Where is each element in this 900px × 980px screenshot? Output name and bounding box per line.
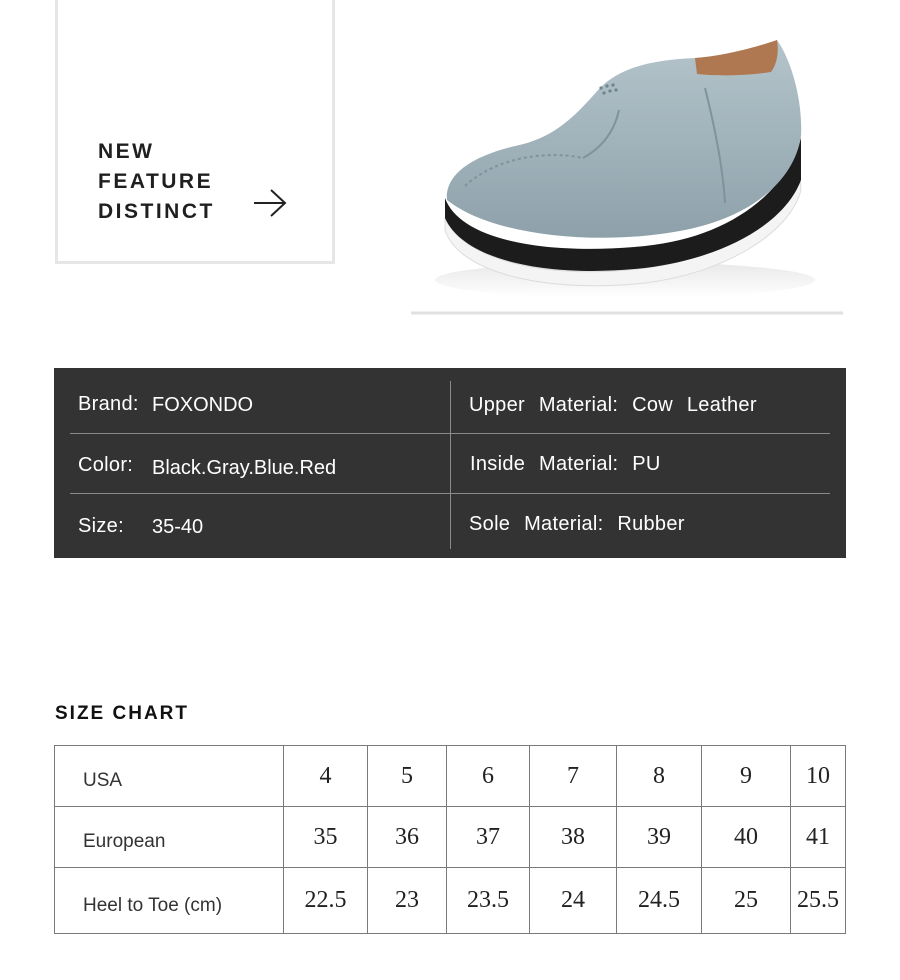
product-image (405, 18, 845, 318)
size-row-european (55, 807, 846, 868)
feature-line-new: NEW (98, 140, 155, 163)
size-cell: 25.5 (791, 868, 846, 934)
specs-divider-row-1 (70, 433, 830, 434)
row-label: European (55, 807, 284, 868)
size-row-heel-to-toe (55, 868, 846, 934)
size-cell: 4 (284, 746, 368, 807)
size-cell: 23.5 (447, 868, 530, 934)
size-cell: 24 (530, 868, 617, 934)
specs-divider-row-2 (70, 493, 830, 494)
size-cell: 40 (702, 807, 791, 868)
inside-material: Inside Material: PU (470, 453, 661, 475)
size-cell: 37 (447, 807, 530, 868)
upper-material: Upper Material: Cow Leather (469, 394, 757, 416)
color-value: Black.Gray.Blue.Red (152, 457, 337, 479)
sole-material: Sole Material: Rubber (469, 513, 685, 535)
size-cell: 7 (530, 746, 617, 807)
size-cell: 6 (447, 746, 530, 807)
size-cell: 38 (530, 807, 617, 868)
size-cell: 25 (702, 868, 791, 934)
size-cell: 22.5 (284, 868, 368, 934)
size-label: Size: (78, 515, 124, 537)
color-label: Color: (78, 454, 134, 476)
feature-panel (55, 0, 335, 264)
size-row-usa (55, 746, 846, 807)
size-cell: 35 (284, 807, 368, 868)
size-cell: 10 (791, 746, 846, 807)
arrow-right-icon[interactable] (252, 187, 288, 219)
size-chart-title: SIZE CHART (55, 703, 189, 724)
brand-value: FOXONDO (152, 394, 254, 416)
row-label: USA (55, 746, 284, 807)
shoe-image (405, 18, 845, 318)
feature-line-feature: FEATURE (98, 170, 214, 193)
size-chart-table (54, 745, 846, 934)
size-cell: 8 (617, 746, 702, 807)
feature-line-distinct: DISTINCT (98, 200, 215, 223)
size-cell: 36 (368, 807, 447, 868)
size-value: 35-40 (152, 516, 204, 538)
specs-divider-vertical (450, 381, 451, 549)
size-cell: 41 (791, 807, 846, 868)
size-cell: 23 (368, 868, 447, 934)
size-cell: 24.5 (617, 868, 702, 934)
brand-label: Brand: (78, 393, 139, 415)
feature-heading (98, 137, 215, 227)
size-cell: 5 (368, 746, 447, 807)
row-label: Heel to Toe (cm) (55, 868, 284, 934)
size-cell: 9 (702, 746, 791, 807)
size-cell: 39 (617, 807, 702, 868)
specs-panel (54, 368, 846, 558)
